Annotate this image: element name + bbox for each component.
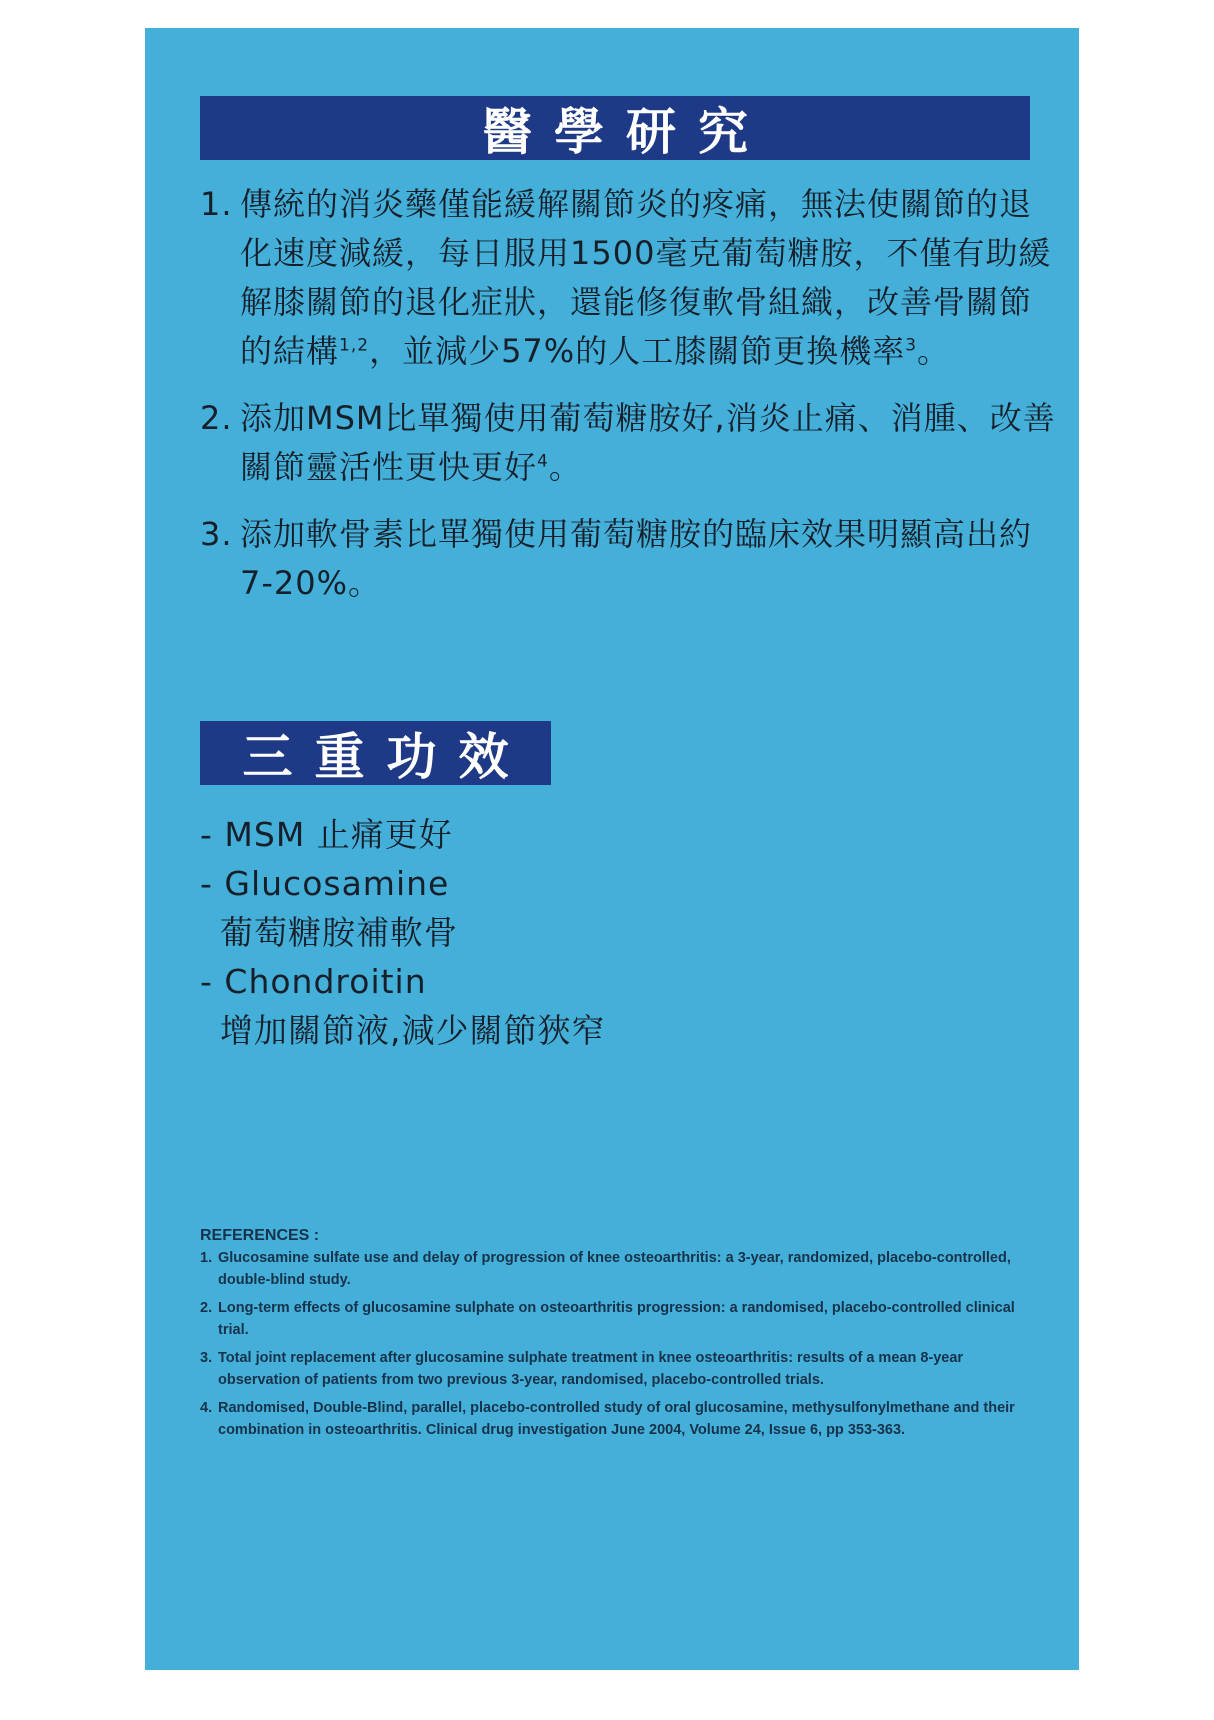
reference-text: Glucosamine sulfate use and delay of progression of knee osteoarthritis: a 3-year, randomized, placebo-controlled, double-blind study.	[218, 1250, 1011, 1288]
research-list	[200, 180, 1060, 626]
effects-heading: 三重功效	[200, 721, 551, 785]
reference-text: Total joint replacement after glucosamine sulphate treatment in knee osteoarthritis: results of a mean 8-year observation of patients from two previous 3-year, randomised, placebo-controlled trials.	[218, 1350, 964, 1388]
item-number: 2.	[200, 399, 233, 437]
effect-chondroitin: - Chondroitin	[200, 962, 427, 1001]
reference-text: Randomised, Double-Blind, parallel, placebo-controlled study of oral glucosamine, methysulfonylmethane and their combination in osteoarthritis. Clinical drug investigation June 2004, Volume 24, Issue 6, pp 353-363.	[218, 1400, 1015, 1438]
citation-mark: 1,2	[339, 335, 370, 356]
references-section	[200, 1225, 1020, 1447]
effect-glucosamine-desc: 葡萄糖胺補軟骨	[220, 913, 458, 952]
item-text: 傳統的消炎藥僅能緩解關節炎的疼痛，無法使關節的退化速度減緩，每日服用1500毫克葡萄糖胺，不僅有助緩解膝關節的退化症狀，還能修復軟骨組織，改善骨關節的結構	[240, 185, 1052, 370]
reference-text: Long-term effects of glucosamine sulphate on osteoarthritis progression: a randomised, placebo-controlled clinical trial.	[218, 1300, 1015, 1338]
reference-number: 4.	[200, 1400, 213, 1416]
item-number: 3.	[200, 515, 233, 553]
item-text: ，並減少57%的人工膝關節更換機率	[369, 332, 906, 370]
item-text: 。	[917, 332, 951, 370]
research-heading: 醫學研究	[200, 96, 1030, 160]
effect-msm: - MSM 止痛更好	[200, 815, 453, 854]
reference-item	[200, 1247, 1020, 1291]
item-text: 。	[548, 448, 582, 486]
effect-glucosamine: - Glucosamine	[200, 864, 450, 903]
references-title: REFERENCES :	[200, 1227, 320, 1244]
effect-chondroitin-desc: 增加關節液,減少關節狹窄	[220, 1011, 606, 1050]
reference-number: 1.	[200, 1250, 213, 1266]
item-number: 1.	[200, 185, 233, 223]
research-item-3	[200, 510, 1060, 608]
citation-mark: 4	[537, 451, 549, 472]
item-text: 添加軟骨素比單獨使用葡萄糖胺的臨床效果明顯高出約7-20%。	[240, 515, 1033, 602]
effects-list	[200, 810, 1000, 1055]
reference-number: 2.	[200, 1300, 213, 1316]
reference-number: 3.	[200, 1350, 213, 1366]
research-item-1	[200, 180, 1060, 376]
reference-item	[200, 1347, 1020, 1391]
reference-item	[200, 1397, 1020, 1441]
reference-item	[200, 1297, 1020, 1341]
citation-mark: 3	[905, 335, 918, 356]
research-item-2	[200, 394, 1060, 492]
item-text: 添加MSM比單獨使用葡萄糖胺好,消炎止痛、消腫、改善關節靈活性更快更好	[240, 399, 1056, 486]
